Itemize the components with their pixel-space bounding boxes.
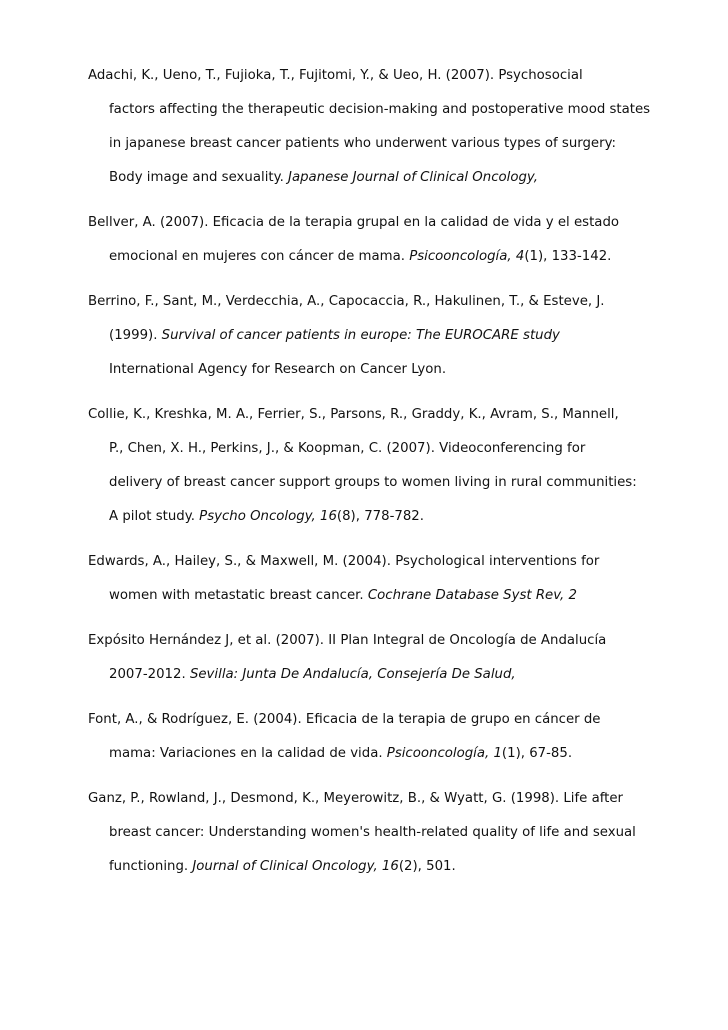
reference-text: Bellver, A. (2007). Eficacia de la terapia grupal en la calidad de vida y el estado	[88, 215, 620, 230]
reference-line-first	[88, 404, 688, 438]
reference-text: factors affecting the therapeutic decision-making and postoperative mood states	[109, 102, 651, 117]
reference-line-continuation	[88, 822, 688, 856]
reference-text: emocional en mujeres con cáncer de mama.	[109, 249, 410, 264]
reference-text: delivery of breast cancer support groups to women living in rural communities:	[109, 475, 637, 490]
reference-text: women with metastatic breast cancer.	[109, 588, 368, 603]
reference-line-first	[88, 551, 688, 585]
reference-text: (1999).	[109, 328, 162, 343]
reference-text: (2), 501.	[398, 859, 456, 874]
reference-text: 2007-2012.	[109, 667, 190, 682]
reference-text: Berrino, F., Sant, M., Verdecchia, A., Capocaccia, R., Hakulinen, T., & Esteve, J.	[88, 294, 605, 309]
reference-line-continuation	[88, 438, 688, 472]
reference-line-continuation	[88, 359, 688, 381]
reference-text: A pilot study.	[109, 509, 200, 524]
reference-text: Ganz, P., Rowland, J., Desmond, K., Meyerowitz, B., & Wyatt, G. (1998). Life after	[88, 791, 624, 806]
reference-entry	[88, 788, 688, 878]
reference-text: Edwards, A., Hailey, S., & Maxwell, M. (2004). Psychological interventions for	[88, 554, 600, 569]
reference-line-first	[88, 65, 688, 99]
reference-line-continuation	[88, 167, 688, 189]
reference-italic-text: Sevilla: Junta De Andalucía, Consejería De Salud,	[189, 667, 516, 682]
reference-text: (1), 67-85.	[501, 746, 573, 761]
reference-line-continuation	[88, 585, 688, 607]
reference-italic-text: Japanese Journal of Clinical Oncology,	[288, 170, 538, 185]
reference-italic-text: Psicooncología, 1	[386, 746, 502, 761]
reference-text: Adachi, K., Ueno, T., Fujioka, T., Fujitomi, Y., & Ueo, H. (2007). Psychosocial	[88, 68, 583, 83]
reference-line-continuation	[88, 325, 688, 359]
reference-text: Collie, K., Kreshka, M. A., Ferrier, S., Parsons, R., Graddy, K., Avram, S., Mannell,	[88, 407, 619, 422]
reference-text: Body image and sexuality.	[109, 170, 289, 185]
reference-italic-text: Journal of Clinical Oncology, 16	[192, 859, 399, 874]
reference-text: Expósito Hernández J, et al. (2007). II Plan Integral de Oncología de Andalucía	[88, 633, 607, 648]
reference-entry	[88, 709, 688, 765]
reference-text: Font, A., & Rodríguez, E. (2004). Eficacia de la terapia de grupo en cáncer de	[88, 712, 601, 727]
reference-text: in japanese breast cancer patients who underwent various types of surgery:	[109, 136, 616, 151]
reference-entry	[88, 65, 688, 189]
reference-line-continuation	[88, 246, 688, 268]
reference-line-continuation	[88, 743, 688, 765]
reference-text: breast cancer: Understanding women's health-related quality of life and sexual	[109, 825, 636, 840]
reference-line-first	[88, 212, 688, 246]
reference-italic-text: Survival of cancer patients in europe: The EUROCARE study	[161, 328, 560, 343]
reference-entry	[88, 404, 688, 528]
reference-entry	[88, 212, 688, 268]
reference-line-continuation	[88, 664, 688, 686]
reference-text: P., Chen, X. H., Perkins, J., & Koopman, C. (2007). Videoconferencing for	[109, 441, 586, 456]
reference-line-continuation	[88, 472, 688, 506]
reference-italic-text: Psicooncología, 4	[409, 249, 525, 264]
reference-line-continuation	[88, 506, 688, 528]
reference-line-continuation	[88, 856, 688, 878]
reference-entry	[88, 291, 688, 381]
reference-text: mama: Variaciones en la calidad de vida.	[109, 746, 387, 761]
reference-line-continuation	[88, 133, 688, 167]
reference-text: (8), 778-782.	[336, 509, 424, 524]
reference-italic-text: Cochrane Database Syst Rev, 2	[367, 588, 577, 603]
reference-list	[88, 65, 688, 901]
reference-entry	[88, 630, 688, 686]
reference-line-first	[88, 709, 688, 743]
reference-line-first	[88, 630, 688, 664]
reference-line-first	[88, 788, 688, 822]
reference-italic-text: Psycho Oncology, 16	[199, 509, 337, 524]
reference-text: functioning.	[109, 859, 193, 874]
reference-line-first	[88, 291, 688, 325]
reference-line-continuation	[88, 99, 688, 133]
reference-text: International Agency for Research on Cancer Lyon.	[109, 362, 447, 377]
reference-entry	[88, 551, 688, 607]
reference-text: (1), 133-142.	[524, 249, 612, 264]
